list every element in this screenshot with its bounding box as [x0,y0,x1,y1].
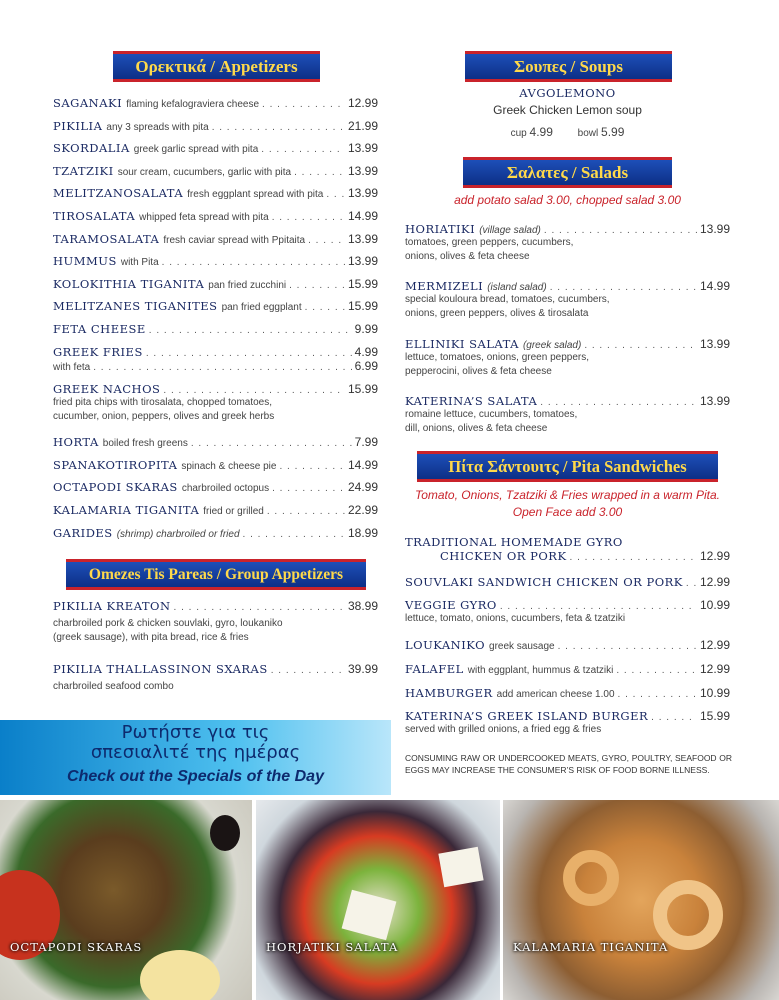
item-name: VEGGIE GYRO [405,598,497,612]
item-name: HUMMUS [53,254,117,268]
item-name: KOLOKITHIA TIGANITA [53,277,205,291]
item-desc: romaine lettuce, cucumbers, tomatoes, [405,409,578,420]
menu-item [53,322,378,336]
salads-list [405,222,730,447]
item-name: GREEK NACHOS [53,382,161,396]
menu-item [53,254,378,268]
greek-nachos-item [53,382,378,424]
pikilia-thallassinon-item [53,662,378,694]
veggie-gyro-item [405,598,730,626]
item-option-price: 6.99 [354,359,378,373]
item-name: PIKILIA THALLASSINON SXARAS [53,662,268,676]
group-appetizers-list [53,599,378,699]
item-price: 18.99 [347,526,378,540]
dot-leader [191,438,352,449]
menu-item [53,458,378,472]
menu-item [53,480,378,494]
soups-banner: Σουπες / Soups [465,51,672,82]
feta [438,847,483,887]
specials-greek-line2: σπεσιαλιτέ της ημέρας [90,742,301,763]
item-tag: (greek salad) [522,340,582,351]
dot-leader [212,122,345,133]
item-price: 12.99 [699,662,730,676]
item-name: TIROSALATA [53,209,136,223]
item-desc: (greek sausage), with pita bread, rice & fries [53,632,249,643]
item-desc: greek garlic spread with pita [133,144,259,155]
item-name: TRADITIONAL HOMEMADE GYRO [405,535,623,549]
item-name: PIKILIA KREATON [53,599,171,613]
menu-item [53,299,378,313]
item-name: OCTAPODI SKARAS [53,480,178,494]
specials-english: Check out the Specials of the Day [67,768,324,785]
dot-leader [308,235,345,246]
item-desc: charbroiled pork & chicken souvlaki, gyro, loukaniko [53,618,283,629]
dot-leader [326,189,345,200]
salads-note: add potato salad 3.00, chopped salad 3.00 [454,193,681,207]
item-desc: pan fried zucchini [208,280,287,291]
island-burger-item [405,709,730,737]
item-name: SOUVLAKI SANDWICH CHICKEN OR PORK [405,575,683,589]
item-desc: pepperocini, olives & feta cheese [405,366,552,377]
item-price: 12.99 [699,575,730,589]
item-name-cont: CHICKEN OR PORK [440,549,567,563]
salads-banner: Σαλατες / Salads [463,157,672,188]
dot-leader [163,385,345,396]
pita-note-1: Tomato, Onions, Tzatziki & Fries wrapped in a warm Pita. [414,488,720,502]
item-price: 13.99 [347,164,378,178]
feta [342,890,397,941]
item-price: 15.99 [347,382,378,396]
dot-leader [262,99,345,110]
bowl-label: bowl [577,128,599,139]
item-price: 13.99 [699,222,730,236]
dot-leader [558,641,697,652]
dot-leader [279,461,345,472]
item-name: LOUKANIKO [405,638,486,652]
dot-leader [616,665,697,676]
dot-leader [162,257,345,268]
dot-leader [500,601,697,612]
menu-item [53,164,378,178]
cup-price: 4.99 [529,125,553,139]
item-desc: lettuce, tomato, onions, cucumbers, feta & tzatziki [405,613,626,624]
item-desc: (shrimp) charbroiled or fried [116,529,240,540]
item-name: MERMIZELI [405,279,484,293]
photo-caption: KALAMARIA TIGANITA [513,940,669,954]
specials-banner [0,720,391,795]
item-desc: fried or grilled [203,506,264,517]
menu-item [53,96,378,110]
salad-item [405,337,730,379]
dot-leader [261,144,345,155]
item-desc: lettuce, tomatoes, onions, green peppers, [405,352,590,363]
item-desc: flaming kefalograviera cheese [126,99,260,110]
pita-sandwiches-banner: Πίτα Σάντουιτς / Pita Sandwiches [417,451,718,482]
item-desc: onions, green peppers, olives & tirosalata [405,308,589,319]
item-price: 13.99 [347,186,378,200]
item-name: HORIATIKI [405,222,476,236]
item-name: GARIDES [53,526,113,540]
item-desc: with eggplant, hummus & tzatziki [467,665,614,676]
menu-item [405,662,730,676]
item-price: 21.99 [347,119,378,133]
item-name: MELITZANOSALATA [53,186,184,200]
menu-item [53,119,378,133]
item-tag: (island salad) [487,282,547,293]
item-price: 12.99 [699,549,730,563]
olive [210,815,240,851]
item-name: FETA CHEESE [53,322,146,336]
item-price: 14.99 [699,279,730,293]
food-safety-warning: CONSUMING RAW OR UNDERCOOKED MEATS, GYRO, POULTRY, SEAFOOD OR EGGS MAY INCREASE THE CONSUMER’S RISK OF FOOD BORNE ILLNESS. [405,753,732,775]
item-desc: whipped feta spread with pita [139,212,269,223]
dot-leader [267,506,345,517]
photo-horiatiki [256,800,500,1000]
item-name: KATERINA’S SALATA [405,394,538,408]
item-price: 13.99 [347,254,378,268]
photo-kalamaria [503,800,779,1000]
dot-leader [540,397,697,408]
item-price: 24.99 [347,480,378,494]
dot-leader [550,282,697,293]
lemon [140,950,220,1000]
item-desc: fresh eggplant spread with pita [187,189,324,200]
group-appetizers-banner: Omezes Tis Pareas / Group Appetizers [66,559,366,590]
menu-item [53,526,378,540]
item-name: HAMBURGER [405,686,493,700]
menu-item [53,209,378,223]
item-desc: dill, onions, olives & feta cheese [405,423,548,434]
item-desc: special kouloura bread, tomatoes, cucumbers, [405,294,610,305]
item-price: 15.99 [699,709,730,723]
item-name: ELLINIKI SALATA [405,337,519,351]
item-desc: charbroiled octopus [181,483,270,494]
menu-item [405,686,730,700]
menu-item [405,638,730,652]
dot-leader [272,483,345,494]
item-price: 22.99 [347,503,378,517]
item-desc: pan fried eggplant [221,302,302,313]
avgolemono-name: AVGOLEMONO [519,86,616,100]
item-desc: served with grilled onions, a fried egg & fries [405,724,602,735]
item-desc: charbroiled seafood combo [53,681,174,692]
item-desc: greek sausage [489,641,555,652]
item-price: 13.99 [699,394,730,408]
calamari-ring [563,850,619,906]
item-name: PIKILIA [53,119,103,133]
menu-item [53,141,378,155]
pikilia-kreaton-item [53,599,378,645]
item-price: 14.99 [347,458,378,472]
menu-item [53,186,378,200]
dot-leader [272,212,345,223]
menu-item [53,435,378,449]
souvlaki-item [405,575,730,589]
item-name: KALAMARIA TIGANITA [53,503,200,517]
item-price: 13.99 [699,337,730,351]
item-desc: sour cream, cucumbers, garlic with pita [117,167,292,178]
bowl-price: 5.99 [601,125,625,139]
dot-leader [149,325,352,336]
item-name: HORTA [53,435,99,449]
item-price: 4.99 [354,345,378,359]
item-desc: any 3 spreads with pita [106,122,209,133]
item-name: GREEK FRIES [53,345,143,359]
item-price: 12.99 [699,638,730,652]
item-price: 10.99 [699,686,730,700]
item-price: 7.99 [354,435,378,449]
salad-item [405,394,730,436]
dot-leader [570,552,697,563]
dot-leader [243,529,345,540]
pita-list [405,535,730,765]
item-price: 14.99 [347,209,378,223]
item-price: 13.99 [347,232,378,246]
dot-leader [651,712,697,723]
dot-leader [584,340,697,351]
item-option: with feta [53,362,91,373]
dot-leader [289,280,345,291]
item-price: 12.99 [347,96,378,110]
greek-fries-item [53,345,378,375]
pita-note-2: Open Face add 3.00 [512,505,623,519]
item-desc: tomatoes, green peppers, cucumbers, [405,237,574,248]
menu-item [53,277,378,291]
dot-leader [618,689,697,700]
item-desc: spinach & cheese pie [181,461,277,472]
item-price: 39.99 [347,662,378,676]
item-desc: fried pita chips with tirosalata, chopped tomatoes, [53,397,273,408]
salad-item [405,279,730,321]
item-name: SAGANAKI [53,96,123,110]
dot-leader [146,348,352,359]
menu-item [53,503,378,517]
gyro-item [405,535,730,563]
appetizers-list [53,96,378,546]
photo-caption: OCTAPODI SKARAS [10,940,143,954]
item-price: 10.99 [699,598,730,612]
dot-leader [271,665,345,676]
cup-label: cup [510,128,527,139]
item-name: SPANAKOTIROPITA [53,458,178,472]
salad-item [405,222,730,264]
item-desc: fresh caviar spread with Ppitaita [163,235,306,246]
item-name: KATERINA’S GREEK ISLAND BURGER [405,709,649,723]
item-desc: with Pita [120,257,159,268]
item-name: TZATZIKI [53,164,114,178]
specials-greek-line1: Ρωτήστε για τις [121,722,270,743]
dot-leader [174,602,345,613]
dot-leader [305,302,345,313]
menu-item [53,232,378,246]
dot-leader [544,225,697,236]
soup-sizes [405,125,730,139]
photo-caption: HORJATIKI SALATA [266,940,399,954]
item-price: 38.99 [347,599,378,613]
item-price: 9.99 [354,322,378,336]
item-desc: add american cheese 1.00 [496,689,615,700]
item-name: MELITZANES TIGANITES [53,299,218,313]
item-price: 15.99 [347,277,378,291]
dot-leader [294,167,345,178]
dot-leader [93,362,351,373]
appetizers-banner: Ορεκτικά / Appetizers [113,51,320,82]
item-tag: (village salad) [479,225,541,236]
photo-octapodi [0,800,252,1000]
item-desc: cucumber, onion, peppers, olives and greek herbs [53,411,275,422]
dot-leader [686,578,697,589]
item-desc: onions, olives & feta cheese [405,251,530,262]
avgolemono-desc: Greek Chicken Lemon soup [493,103,642,117]
item-name: TARAMOSALATA [53,232,160,246]
item-name: SKORDALIA [53,141,130,155]
item-desc: boiled fresh greens [102,438,188,449]
item-name: FALAFEL [405,662,464,676]
item-price: 13.99 [347,141,378,155]
item-price: 15.99 [347,299,378,313]
